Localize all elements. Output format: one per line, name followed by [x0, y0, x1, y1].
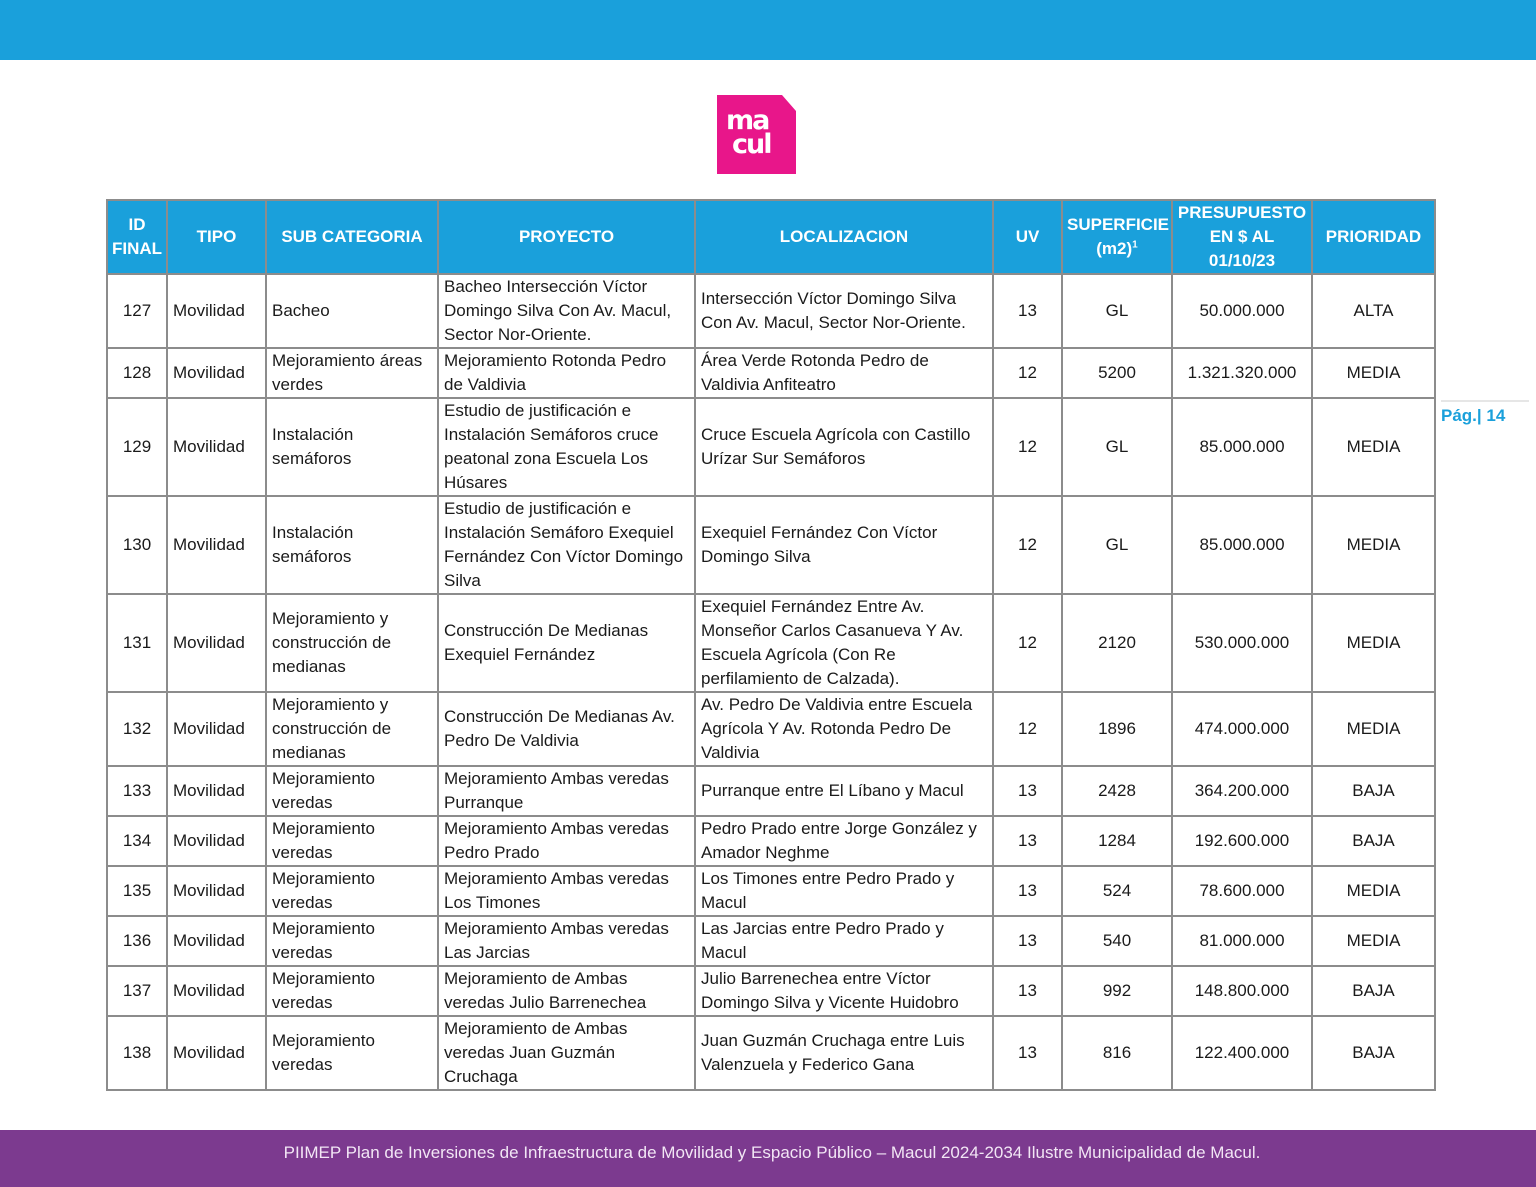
cell-sup: GL [1062, 496, 1172, 594]
table-row [107, 766, 1435, 816]
header-superficie-footnote: 1 [1132, 239, 1138, 251]
cell-pres: 1.321.320.000 [1172, 348, 1312, 398]
cell-sup: 2120 [1062, 594, 1172, 692]
cell-id: 136 [107, 916, 167, 966]
footer-text: PIIMEP Plan de Inversiones de Infraestructura de Movilidad y Espacio Público – Macul 2024-2034 Ilustre Municipalidad de Macul. [283, 1143, 1261, 1162]
cell-sub: Mejoramiento veredas [266, 766, 438, 816]
cell-tipo: Movilidad [167, 866, 266, 916]
cell-pres: 474.000.000 [1172, 692, 1312, 766]
cell-uv: 13 [993, 1016, 1062, 1090]
cell-id: 132 [107, 692, 167, 766]
cell-tipo: Movilidad [167, 1016, 266, 1090]
cell-sub: Instalación semáforos [266, 496, 438, 594]
cell-sup: 1896 [1062, 692, 1172, 766]
table-row [107, 866, 1435, 916]
cell-proyecto: Estudio de justificación e Instalación Semáforo Exequiel Fernández Con Víctor Domingo Silva [438, 496, 695, 594]
cell-sub: Mejoramiento veredas [266, 816, 438, 866]
cell-id: 127 [107, 274, 167, 348]
cell-uv: 13 [993, 766, 1062, 816]
cell-sup: 540 [1062, 916, 1172, 966]
cell-tipo: Movilidad [167, 766, 266, 816]
cell-proyecto: Mejoramiento Rotonda Pedro de Valdivia [438, 348, 695, 398]
cell-loc: Pedro Prado entre Jorge González y Amador Neghme [695, 816, 993, 866]
cell-proyecto: Bacheo Intersección Víctor Domingo Silva Con Av. Macul, Sector Nor-Oriente. [438, 274, 695, 348]
cell-sub: Mejoramiento veredas [266, 866, 438, 916]
cell-sub: Bacheo [266, 274, 438, 348]
cell-tipo: Movilidad [167, 496, 266, 594]
header-superficie-label: SUPERFICIE (m2) [1067, 215, 1170, 258]
cell-tipo: Movilidad [167, 274, 266, 348]
cell-sub: Mejoramiento veredas [266, 1016, 438, 1090]
table-row [107, 966, 1435, 1016]
cell-uv: 12 [993, 398, 1062, 496]
cell-sup: GL [1062, 274, 1172, 348]
cell-loc: Cruce Escuela Agrícola con Castillo Urízar Sur Semáforos [695, 398, 993, 496]
header-localizacion: LOCALIZACION [695, 200, 993, 274]
cell-sup: 5200 [1062, 348, 1172, 398]
cell-pres: 530.000.000 [1172, 594, 1312, 692]
cell-tipo: Movilidad [167, 692, 266, 766]
cell-tipo: Movilidad [167, 966, 266, 1016]
cell-sup: 2428 [1062, 766, 1172, 816]
cell-pres: 364.200.000 [1172, 766, 1312, 816]
cell-proyecto: Mejoramiento de Ambas veredas Julio Barrenechea [438, 966, 695, 1016]
cell-uv: 12 [993, 496, 1062, 594]
cell-sub: Mejoramiento y construcción de medianas [266, 692, 438, 766]
table-row [107, 594, 1435, 692]
table-row [107, 692, 1435, 766]
cell-prio: MEDIA [1312, 348, 1435, 398]
cell-loc: Av. Pedro De Valdivia entre Escuela Agrícola Y Av. Rotonda Pedro De Valdivia [695, 692, 993, 766]
cell-loc: Exequiel Fernández Entre Av. Monseñor Carlos Casanueva Y Av. Escuela Agrícola (Con Re perfilamiento de Calzada). [695, 594, 993, 692]
table-row [107, 496, 1435, 594]
cell-prio: MEDIA [1312, 594, 1435, 692]
cell-prio: MEDIA [1312, 916, 1435, 966]
cell-proyecto: Construcción De Medianas Av. Pedro De Valdivia [438, 692, 695, 766]
header-prioridad: PRIORIDAD [1312, 200, 1435, 274]
macul-logo [717, 95, 796, 174]
table-header-row [107, 200, 1435, 274]
cell-prio: BAJA [1312, 816, 1435, 866]
cell-uv: 13 [993, 966, 1062, 1016]
header-uv: UV [993, 200, 1062, 274]
logo-notch [782, 95, 796, 111]
header-subcategoria: SUB CATEGORIA [266, 200, 438, 274]
cell-proyecto: Mejoramiento Ambas veredas Las Jarcias [438, 916, 695, 966]
cell-proyecto: Mejoramiento Ambas veredas Pedro Prado [438, 816, 695, 866]
projects-table [106, 199, 1436, 1091]
cell-uv: 13 [993, 866, 1062, 916]
cell-sup: 816 [1062, 1016, 1172, 1090]
header-superficie [1062, 200, 1172, 274]
cell-proyecto: Estudio de justificación e Instalación Semáforos cruce peatonal zona Escuela Los Húsares [438, 398, 695, 496]
cell-uv: 12 [993, 594, 1062, 692]
cell-loc: Las Jarcias entre Pedro Prado y Macul [695, 916, 993, 966]
cell-loc: Julio Barrenechea entre Víctor Domingo Silva y Vicente Huidobro [695, 966, 993, 1016]
cell-id: 137 [107, 966, 167, 1016]
cell-loc: Exequiel Fernández Con Víctor Domingo Silva [695, 496, 993, 594]
header-proyecto: PROYECTO [438, 200, 695, 274]
cell-pres: 192.600.000 [1172, 816, 1312, 866]
cell-tipo: Movilidad [167, 816, 266, 866]
cell-prio: MEDIA [1312, 398, 1435, 496]
header-tipo: TIPO [167, 200, 266, 274]
cell-pres: 122.400.000 [1172, 1016, 1312, 1090]
cell-uv: 13 [993, 274, 1062, 348]
table-row [107, 1016, 1435, 1090]
cell-id: 134 [107, 816, 167, 866]
page-number: Pág.| 14 [1441, 400, 1529, 426]
cell-loc: Intersección Víctor Domingo Silva Con Av. Macul, Sector Nor-Oriente. [695, 274, 993, 348]
cell-prio: MEDIA [1312, 692, 1435, 766]
cell-id: 128 [107, 348, 167, 398]
cell-tipo: Movilidad [167, 348, 266, 398]
cell-sub: Mejoramiento veredas [266, 916, 438, 966]
cell-prio: BAJA [1312, 1016, 1435, 1090]
cell-proyecto: Construcción De Medianas Exequiel Fernández [438, 594, 695, 692]
cell-id: 133 [107, 766, 167, 816]
cell-id: 129 [107, 398, 167, 496]
cell-sup: GL [1062, 398, 1172, 496]
cell-pres: 148.800.000 [1172, 966, 1312, 1016]
cell-sub: Mejoramiento veredas [266, 966, 438, 1016]
cell-prio: MEDIA [1312, 866, 1435, 916]
cell-pres: 81.000.000 [1172, 916, 1312, 966]
cell-prio: MEDIA [1312, 496, 1435, 594]
cell-pres: 85.000.000 [1172, 496, 1312, 594]
cell-uv: 13 [993, 916, 1062, 966]
cell-proyecto: Mejoramiento Ambas veredas Purranque [438, 766, 695, 816]
cell-loc: Juan Guzmán Cruchaga entre Luis Valenzuela y Federico Gana [695, 1016, 993, 1090]
table-row [107, 816, 1435, 866]
header-presupuesto: PRESUPUESTO EN $ AL 01/10/23 [1172, 200, 1312, 274]
cell-loc: Los Timones entre Pedro Prado y Macul [695, 866, 993, 916]
cell-uv: 12 [993, 348, 1062, 398]
cell-loc: Purranque entre El Líbano y Macul [695, 766, 993, 816]
logo-text-line1: ma [726, 105, 769, 136]
cell-sup: 1284 [1062, 816, 1172, 866]
top-color-band [0, 0, 1536, 60]
cell-sub: Mejoramiento áreas verdes [266, 348, 438, 398]
cell-sub: Instalación semáforos [266, 398, 438, 496]
table-row [107, 398, 1435, 496]
cell-proyecto: Mejoramiento de Ambas veredas Juan Guzmán Cruchaga [438, 1016, 695, 1090]
cell-id: 135 [107, 866, 167, 916]
cell-loc: Área Verde Rotonda Pedro de Valdivia Anfiteatro [695, 348, 993, 398]
cell-tipo: Movilidad [167, 594, 266, 692]
cell-sub: Mejoramiento y construcción de medianas [266, 594, 438, 692]
cell-proyecto: Mejoramiento Ambas veredas Los Timones [438, 866, 695, 916]
cell-uv: 12 [993, 692, 1062, 766]
cell-pres: 50.000.000 [1172, 274, 1312, 348]
cell-prio: BAJA [1312, 766, 1435, 816]
cell-prio: BAJA [1312, 966, 1435, 1016]
cell-uv: 13 [993, 816, 1062, 866]
cell-id: 131 [107, 594, 167, 692]
cell-sup: 992 [1062, 966, 1172, 1016]
logo-text-line2: cul [732, 129, 771, 160]
header-id: ID FINAL [107, 200, 167, 274]
cell-sup: 524 [1062, 866, 1172, 916]
cell-tipo: Movilidad [167, 398, 266, 496]
table-row [107, 348, 1435, 398]
cell-id: 138 [107, 1016, 167, 1090]
cell-pres: 78.600.000 [1172, 866, 1312, 916]
table-row [107, 274, 1435, 348]
cell-prio: ALTA [1312, 274, 1435, 348]
cell-tipo: Movilidad [167, 916, 266, 966]
cell-pres: 85.000.000 [1172, 398, 1312, 496]
cell-id: 130 [107, 496, 167, 594]
table-row [107, 916, 1435, 966]
